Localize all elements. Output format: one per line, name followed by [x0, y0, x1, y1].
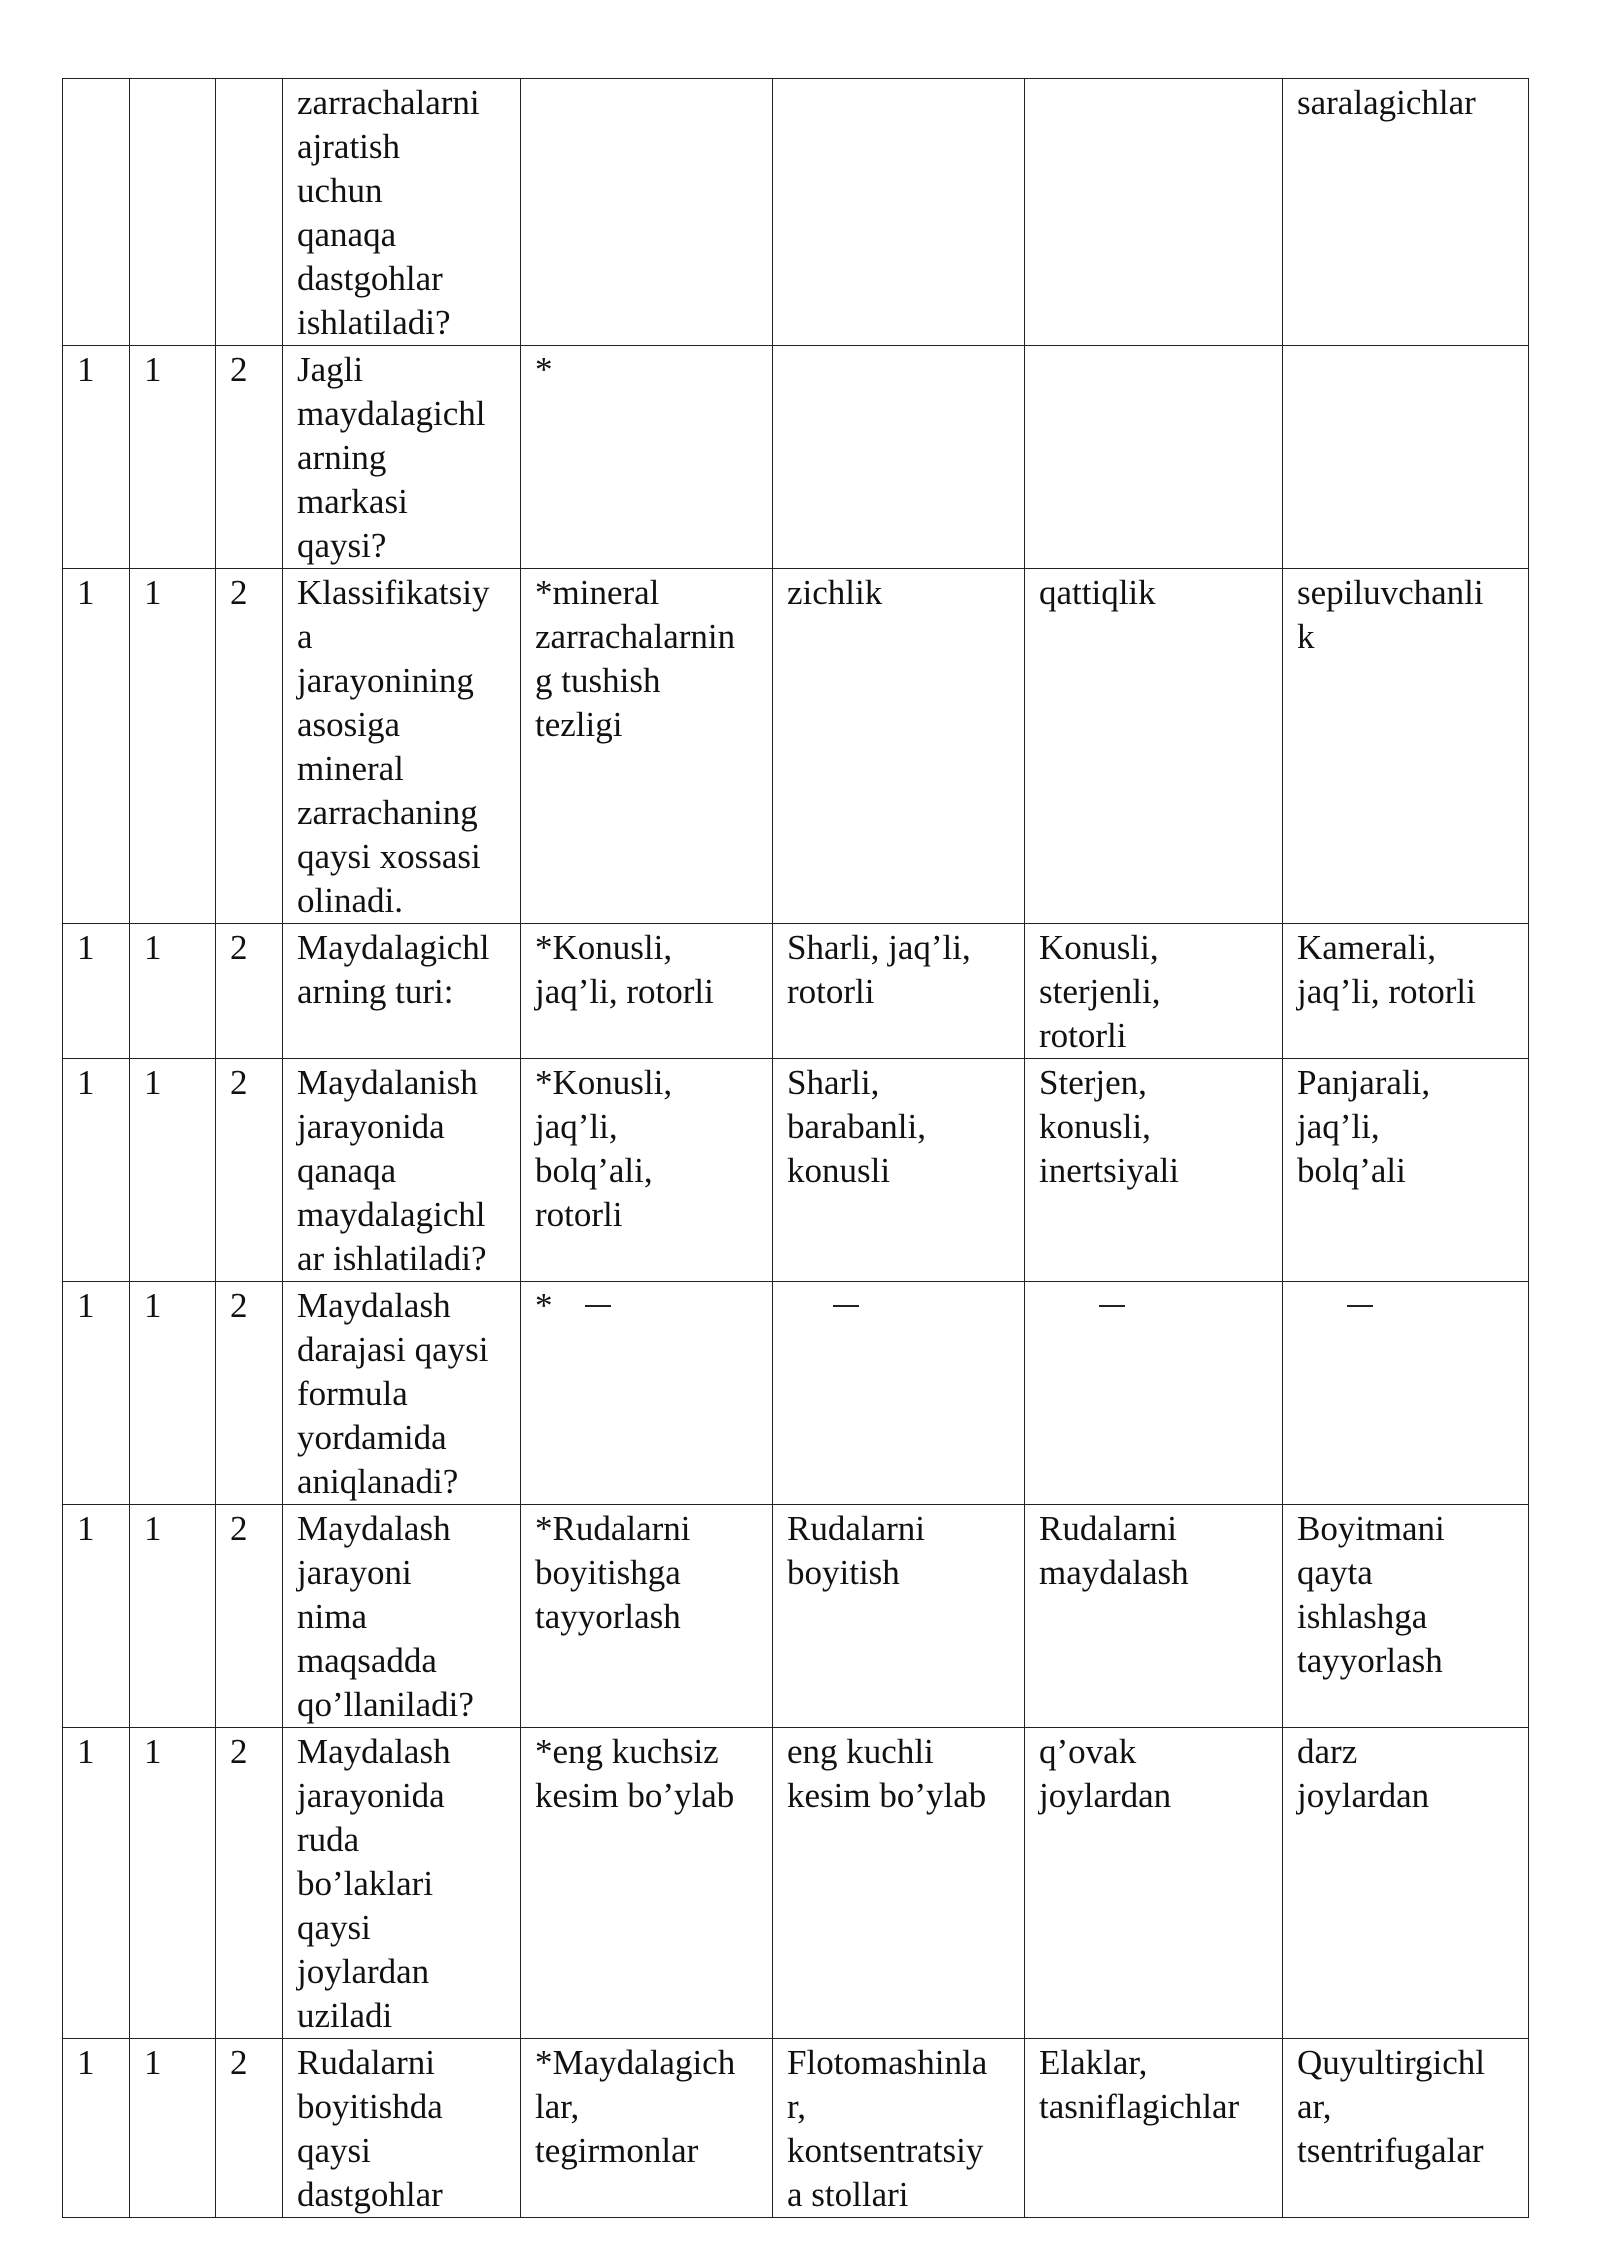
cell-answer-c: Elaklar, tasniflagichlar — [1025, 2039, 1283, 2218]
cell-question: Klassifikatsiy a jarayonining asosiga mineral zarrachaning qaysi xossasi olinadi. — [283, 569, 521, 924]
cell-num-3 — [216, 79, 283, 346]
cell-num-3: 2 — [216, 1505, 283, 1728]
cell-num-2: 1 — [130, 1059, 216, 1282]
cell-answer-b: Flotomashinla r, kontsentratsiy a stollari — [773, 2039, 1025, 2218]
table-row — [63, 924, 1529, 1059]
cell-answer-d: sepiluvchanli k — [1283, 569, 1529, 924]
cell-answer-c: Sterjen, konusli, inertsiyali — [1025, 1059, 1283, 1282]
cell-num-2 — [130, 79, 216, 346]
table-row — [63, 1059, 1529, 1282]
cell-num-3: 2 — [216, 346, 283, 569]
cell-answer-c: qattiqlik — [1025, 569, 1283, 924]
cell-answer-a: *mineral zarrachalarnin g tushish tezligi — [521, 569, 773, 924]
cell-answer-b — [773, 346, 1025, 569]
cell-num-2: 1 — [130, 1728, 216, 2039]
cell-question: Rudalarni boyitishda qaysi dastgohlar — [283, 2039, 521, 2218]
cell-num-1: 1 — [63, 346, 130, 569]
cell-num-2: 1 — [130, 1505, 216, 1728]
cell-answer-c: Konusli, sterjenli, rotorli — [1025, 924, 1283, 1059]
formula-dash-icon — [575, 1294, 615, 1324]
cell-answer-b: Sharli, jaq’li, rotorli — [773, 924, 1025, 1059]
cell-num-1: 1 — [63, 2039, 130, 2218]
cell-num-3: 2 — [216, 1282, 283, 1505]
table-row — [63, 1505, 1529, 1728]
cell-answer-d: Kamerali, jaq’li, rotorli — [1283, 924, 1529, 1059]
cell-answer-c — [1025, 1282, 1283, 1505]
cell-answer-d: Panjarali, jaq’li, bolq’ali — [1283, 1059, 1529, 1282]
cell-num-1 — [63, 79, 130, 346]
cell-answer-c — [1025, 79, 1283, 346]
cell-num-3: 2 — [216, 924, 283, 1059]
cell-answer-d: darz joylardan — [1283, 1728, 1529, 2039]
cell-answer-d: saralagichlar — [1283, 79, 1529, 346]
cell-num-2: 1 — [130, 2039, 216, 2218]
formula-dash-icon — [823, 1294, 913, 1324]
table-row — [63, 2039, 1529, 2218]
cell-question: Jagli maydalagichl arning markasi qaysi? — [283, 346, 521, 569]
table-row — [63, 1728, 1529, 2039]
table-row — [63, 1282, 1529, 1505]
table-row — [63, 569, 1529, 924]
questions-table — [62, 78, 1529, 2218]
cell-question: Maydalash jarayoni nima maqsadda qo’llaniladi? — [283, 1505, 521, 1728]
cell-num-2: 1 — [130, 346, 216, 569]
formula-dash-icon — [1089, 1294, 1179, 1324]
cell-answer-c: q’ovak joylardan — [1025, 1728, 1283, 2039]
cell-answer-b: Sharli, barabanli, konusli — [773, 1059, 1025, 1282]
cell-answer-b: eng kuchli kesim bo’ylab — [773, 1728, 1025, 2039]
cell-answer-c: Rudalarni maydalash — [1025, 1505, 1283, 1728]
table-row — [63, 79, 1529, 346]
cell-num-2: 1 — [130, 1282, 216, 1505]
cell-answer-d: Boyitmani qayta ishlashga tayyorlash — [1283, 1505, 1529, 1728]
cell-question: Maydalagichl arning turi: — [283, 924, 521, 1059]
cell-answer-a: *Konusli, jaq’li, rotorli — [521, 924, 773, 1059]
cell-num-3: 2 — [216, 1059, 283, 1282]
cell-num-2: 1 — [130, 569, 216, 924]
document-page — [62, 78, 1528, 2218]
cell-answer-a — [521, 79, 773, 346]
cell-question: Maydalash darajasi qaysi formula yordamida aniqlanadi? — [283, 1282, 521, 1505]
cell-answer-a — [521, 1282, 773, 1505]
cell-answer-a: *Maydalagich lar, tegirmonlar — [521, 2039, 773, 2218]
cell-answer-d — [1283, 346, 1529, 569]
cell-answer-d: Quyultirgichl ar, tsentrifugalar — [1283, 2039, 1529, 2218]
cell-num-1: 1 — [63, 924, 130, 1059]
cell-question: zarrachalarni ajratish uchun qanaqa dastgohlar ishlatiladi? — [283, 79, 521, 346]
cell-num-1: 1 — [63, 1728, 130, 2039]
cell-num-3: 2 — [216, 2039, 283, 2218]
cell-answer-a: *eng kuchsiz kesim bo’ylab — [521, 1728, 773, 2039]
cell-answer-b — [773, 79, 1025, 346]
cell-answer-a: *Rudalarni boyitishga tayyorlash — [521, 1505, 773, 1728]
cell-num-1: 1 — [63, 1282, 130, 1505]
cell-num-2: 1 — [130, 924, 216, 1059]
formula-dash-icon — [1337, 1294, 1427, 1324]
cell-answer-a: * — [521, 346, 773, 569]
cell-answer-b: Rudalarni boyitish — [773, 1505, 1025, 1728]
cell-answer-a: *Konusli, jaq’li, bolq’ali, rotorli — [521, 1059, 773, 1282]
cell-num-1: 1 — [63, 1059, 130, 1282]
cell-question: Maydalash jarayonida ruda bo’laklari qaysi joylardan uziladi — [283, 1728, 521, 2039]
answer-marker: * — [535, 1286, 553, 1325]
cell-num-1: 1 — [63, 1505, 130, 1728]
cell-question: Maydalanish jarayonida qanaqa maydalagichl ar ishlatiladi? — [283, 1059, 521, 1282]
cell-num-3: 2 — [216, 1728, 283, 2039]
cell-num-3: 2 — [216, 569, 283, 924]
cell-answer-b: zichlik — [773, 569, 1025, 924]
cell-num-1: 1 — [63, 569, 130, 924]
cell-answer-b — [773, 1282, 1025, 1505]
cell-answer-c — [1025, 346, 1283, 569]
table-row — [63, 346, 1529, 569]
cell-answer-d — [1283, 1282, 1529, 1505]
